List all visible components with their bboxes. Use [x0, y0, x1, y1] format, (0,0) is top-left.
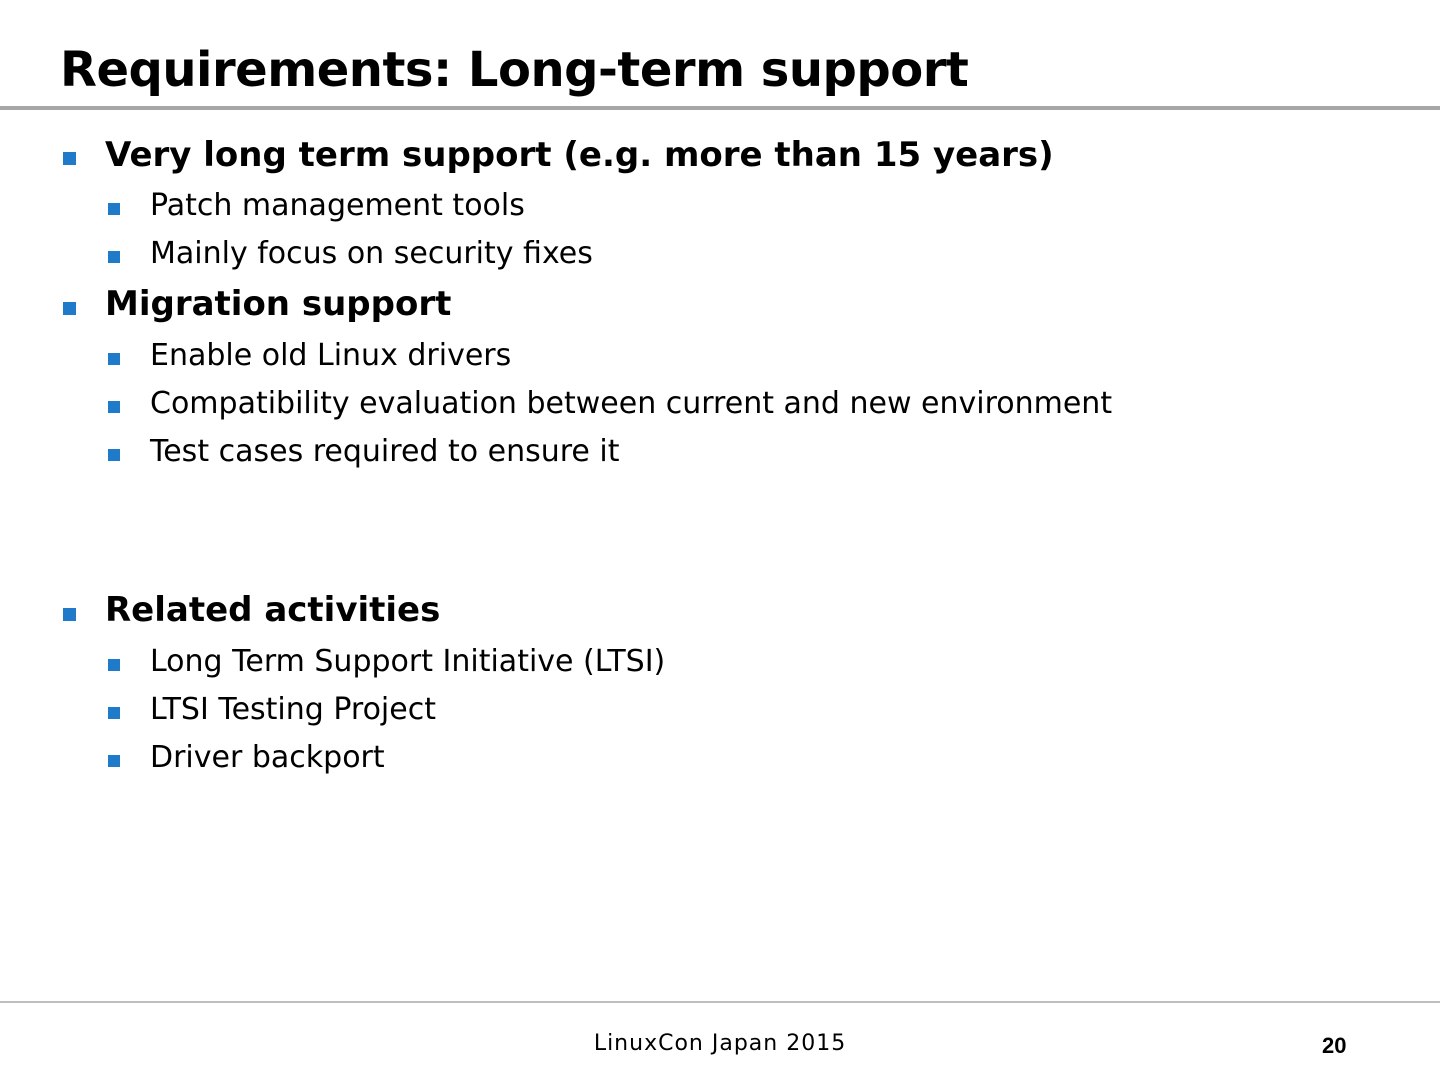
page-number: 20 [1322, 1033, 1347, 1058]
bullet-square-icon [63, 152, 76, 165]
slide-title: Requirements: Long-term support [60, 42, 969, 98]
bullet-square-icon [108, 755, 120, 767]
bullet-square-icon [108, 353, 120, 365]
list-item: Compatibility evaluation between current and new environment [150, 386, 1113, 421]
section-heading: Very long term support (e.g. more than 15 years) [105, 135, 1054, 175]
footer-event-name: LinuxCon Japan 2015 [593, 1031, 847, 1056]
bullet-square-icon [63, 608, 76, 621]
bullet-square-icon [63, 302, 76, 315]
bullet-square-icon [108, 401, 120, 413]
bullet-square-icon [108, 203, 120, 215]
list-item: Mainly focus on security fixes [150, 236, 593, 271]
list-item: Driver backport [150, 740, 385, 775]
list-item: Patch management tools [150, 188, 525, 223]
title-divider [0, 106, 1440, 110]
list-item: LTSI Testing Project [150, 692, 436, 727]
list-item: Test cases required to ensure it [150, 434, 620, 469]
bullet-square-icon [108, 449, 120, 461]
footer-divider [0, 1001, 1440, 1003]
section-heading: Migration support [105, 284, 452, 324]
list-item: Long Term Support Initiative (LTSI) [150, 644, 666, 679]
bullet-square-icon [108, 659, 120, 671]
bullet-square-icon [108, 251, 120, 263]
bullet-square-icon [108, 707, 120, 719]
list-item: Enable old Linux drivers [150, 338, 512, 373]
section-heading: Related activities [105, 590, 441, 630]
